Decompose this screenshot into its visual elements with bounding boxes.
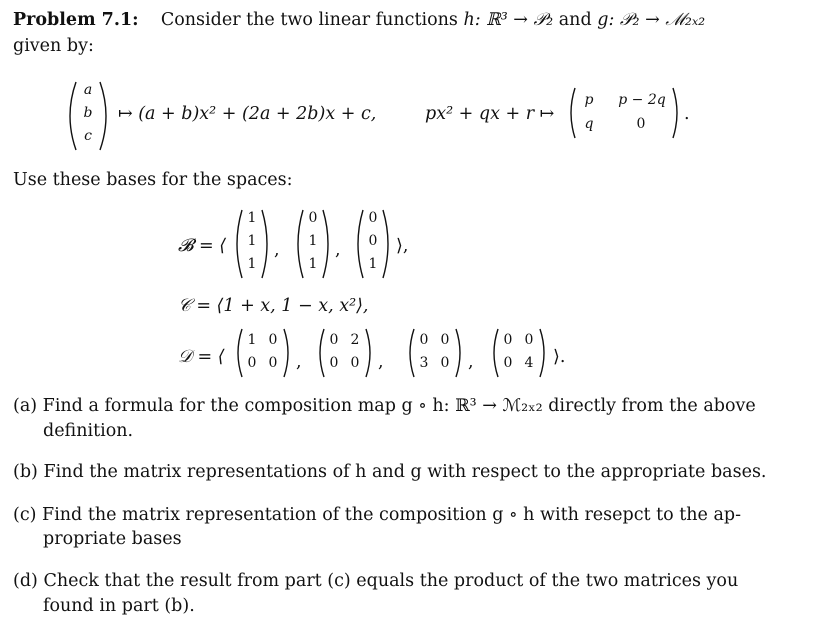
matrix-entry: 0: [503, 355, 513, 371]
basis-b-vector-1: [232, 208, 272, 280]
part-a-continued: definition.: [43, 421, 134, 441]
comma: ,: [335, 240, 341, 260]
part-d: [13, 571, 738, 591]
problem-label: Problem 7.1:: [13, 10, 139, 30]
vector-entry: 1: [368, 256, 378, 272]
vector-entry: 0: [368, 233, 378, 249]
matrix-entry: 0: [524, 332, 534, 348]
basis-c-line: 𝒞 = ⟨1 + x, 1 − x, x²⟩,: [178, 296, 369, 316]
g-rule-end: .: [684, 104, 690, 124]
part-c-continued: propriate bases: [43, 529, 182, 549]
and-word: and: [558, 10, 592, 30]
comma: ,: [274, 240, 280, 260]
basis-b-vector-2: [293, 208, 333, 280]
matrix-entry: 4: [524, 355, 534, 371]
matrix-entry: 0: [268, 332, 278, 348]
comma: ,: [296, 352, 302, 372]
basis-b-label: 𝓑 = ⟨: [178, 236, 227, 256]
matrix-entry: 0: [503, 332, 513, 348]
g-rule: px² + qx + r ↦: [425, 104, 555, 124]
matrix-entry: 0: [440, 355, 450, 371]
part-label: (c): [13, 505, 37, 525]
basis-d-matrix-4: [490, 327, 550, 379]
vector-entry: 1: [247, 210, 257, 226]
h-input-vector: [64, 80, 124, 152]
part-text: Find a formula for the composition map g ∘ h: ℝ³ → ℳ₂ₓ₂ directly from the above: [42, 396, 756, 416]
basis-b-vector-3: [353, 208, 393, 280]
vector-entry: 0: [368, 210, 378, 226]
given-by-line: given by:: [13, 36, 94, 56]
part-label: (a): [13, 396, 38, 416]
comma: ,: [378, 352, 384, 372]
g-matrix-22: 0: [636, 116, 646, 132]
part-text: Find the matrix representation of the composition g ∘ h with resepct to the ap-: [42, 505, 742, 525]
part-label: (b): [13, 462, 38, 482]
matrix-entry: 0: [329, 355, 339, 371]
matrix-entry: 1: [247, 332, 257, 348]
vector-entry-c: c: [84, 128, 92, 144]
part-c: [13, 505, 741, 525]
g-output-matrix: [567, 86, 687, 140]
g-matrix-21: q: [584, 116, 594, 132]
part-text: Find the matrix representations of h and g with respect to the appropriate bases.: [43, 462, 767, 482]
problem-statement: Consider the two linear functions: [160, 10, 458, 30]
vector-entry-b: b: [83, 105, 93, 121]
matrix-entry: 2: [350, 332, 360, 348]
matrix-entry: 0: [329, 332, 339, 348]
part-a: [13, 396, 756, 416]
part-text: Check that the result from part (c) equals the product of the two matrices you: [43, 571, 739, 591]
part-b: [13, 462, 767, 482]
basis-d-close: ⟩.: [553, 347, 566, 367]
problem-header: [13, 10, 705, 30]
g-matrix-11: p: [584, 92, 594, 108]
basis-d-matrix-1: [234, 327, 294, 379]
vector-entry: 1: [308, 256, 318, 272]
vector-entry-a: a: [83, 82, 93, 98]
matrix-entry: 3: [419, 355, 429, 371]
bases-intro: Use these bases for the spaces:: [13, 170, 293, 190]
part-label: (d): [13, 571, 38, 591]
g-signature: g: 𝒫₂ → ℳ₂ₓ₂: [597, 10, 706, 30]
h-rule: ↦ (a + b)x² + (2a + 2b)x + c,: [118, 104, 377, 124]
vector-entry: 1: [247, 256, 257, 272]
matrix-entry: 0: [247, 355, 257, 371]
basis-b-close: ⟩,: [396, 236, 409, 256]
part-d-continued: found in part (b).: [43, 596, 195, 616]
comma: ,: [468, 352, 474, 372]
vector-entry: 0: [308, 210, 318, 226]
matrix-entry: 0: [440, 332, 450, 348]
vector-entry: 1: [308, 233, 318, 249]
matrix-entry: 0: [350, 355, 360, 371]
matrix-entry: 0: [419, 332, 429, 348]
g-matrix-12: p − 2q: [618, 92, 666, 108]
basis-d-matrix-2: [316, 327, 376, 379]
vector-entry: 1: [247, 233, 257, 249]
basis-d-matrix-3: [406, 327, 466, 379]
h-signature: h: ℝ³ → 𝒫₂: [463, 10, 554, 30]
basis-d-label: 𝒟 = ⟨: [178, 347, 225, 367]
matrix-entry: 0: [268, 355, 278, 371]
